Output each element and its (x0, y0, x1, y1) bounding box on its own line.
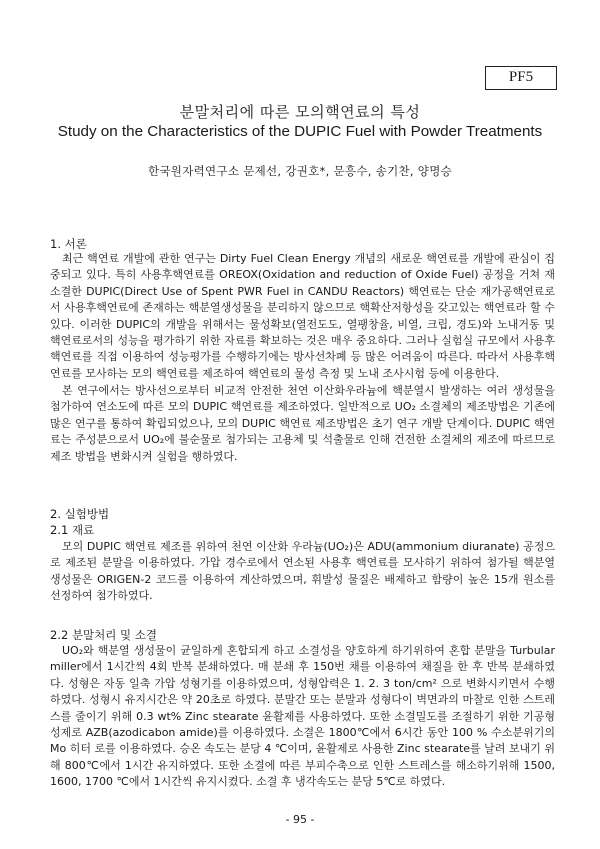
page-number: - 95 - (285, 813, 315, 826)
section-heading-methods: 2. 실험방법 (50, 507, 110, 521)
paragraph-intro-1: 최근 핵연료 개발에 관한 연구는 Dirty Fuel Clean Energy 개념의 새로운 핵연료를 개발에 관심이 집중되고 있다. 특히 사용후핵연료를 OREOX(Oxidation and reduction of Oxide Fuel) 공정을 거쳐 재 소결한 DUPIC(Direct Use of Spent PWR Fuel in CANDU Reactors) 핵연료는 단순 재가공핵연료로서 사용후핵연료에 존재하는 핵분열생성물을 분리하지 않으므로 핵확산저항성을 갖고있는 핵연료라 할 수 있다. 이러한 DUPIC의 개발을 위해서는 물성확보(열전도도, 열팽창율, 비열, 크립, 경도)와 노내거동 및 핵연료로서의 성능을 평가하기 위한 자료를 확보하는 것은 매우 중요하다. 그러나 실험실 규모에서 사용후핵연료를 직접 이용하여 성능평가를 수행하기에는 방사선차폐 등 많은 어려움이 따른다. 따라서 사용후핵연료를 모사하는 모의 핵연료를 제조하여 핵연료의 물성 측정 및 노내 조사시험 등에 이용한다. (50, 252, 555, 380)
subsection-heading-materials: 2.1 재료 (50, 523, 95, 537)
code-badge: PF5 (485, 66, 557, 90)
paragraph-powder-sintering: UO₂와 핵분열 생성물이 균일하게 혼합되게 하고 소결성을 양호하게 하기위하여 혼합 분말을 Turbular miller에서 1시간씩 4회 반복 분쇄하였다. 매 분쇄 후 150번 채를 이용하여 채질을 한 후 반복 분쇄하였다. 성형은 자동 일축 가압 성형기를 이용하였으며, 성형압력은 1. 2. 3 ton/cm² 으로 변화시키면서 수행하였다. 성형시 유지시간은 약 20초로 하였다. 분말간 또는 분말과 성형다이 벽면과의 마찰로 인한 스트레스를 줄이기 위해 0.3 wt% Zinc stearate 윤활제를 사용하였다. 또한 소결밀도를 조절하기 위한 기공형성제로 AZB(azodicabon amide)를 이용하였다. 소결은 1800℃에서 6시간 동안 100 % 수소분위기의 Mo 히터 로를 이용하였다. 승온 속도는 분당 4 ℃이며, 윤활제로 사용한 Zinc stearate를 날려 보내기 위해 800℃에서 1시간 유지하였다. 또한 소결에 따른 부피수축으로 인한 스트레스를 해소하기위해 1500, 1600, 1700 ℃에서 1시간씩 유지시켰다. 소결 후 냉각속도는 분당 5℃로 하였다. (50, 644, 555, 789)
subsection-heading-powder-sintering: 2.2 분말처리 및 소결 (50, 628, 158, 642)
title-english: Study on the Characteristics of the DUPIC Fuel with Powder Treatments (57, 123, 543, 140)
paragraph-materials: 모의 DUPIC 핵연료 제조를 위하여 천연 이산화 우라늄(UO₂)은 ADU(ammonium diuranate) 공정으로 제조된 분말을 이용하였다. 가압 경수로에서 연소된 사용후 핵연료를 모사하기 위하여 첨가될 핵분열 생성물은 ORIGEN-2 코드를 이용하여 계산하였으며, 휘발성 물질은 배제하고 함량이 높은 15개 원소를 선정하여 첨가하였다. (50, 540, 555, 603)
title-korean: 분말처리에 따른 모의핵연료의 특성 (179, 103, 421, 121)
section-heading-introduction: 1. 서론 (50, 237, 87, 251)
author-line: 한국원자력연구소 문제선, 강권호*, 문흥수, 송기찬, 양명승 (147, 164, 453, 178)
paragraph-intro-2: 본 연구에서는 방사선으로부터 비교적 안전한 천연 이산화우라늄에 핵분열시 발생하는 여러 생성물을 첨가하여 연소도에 따른 모의 DUPIC 핵연료를 제조하였다. 일반적으로 UO₂ 소결체의 제조방법은 기존에 많은 연구를 통하여 확립되었으나, 모의 DUPIC 핵연료 제조방법은 초기 연구 개발 단계이다. DUPIC 핵연료는 주성분으로서 UO₂에 불순물로 첨가되는 고용체 및 석출물로 인해 건전한 소결체의 제조에 따르므로 제조 방법을 변화시켜 실험을 행하였다. (50, 384, 555, 463)
